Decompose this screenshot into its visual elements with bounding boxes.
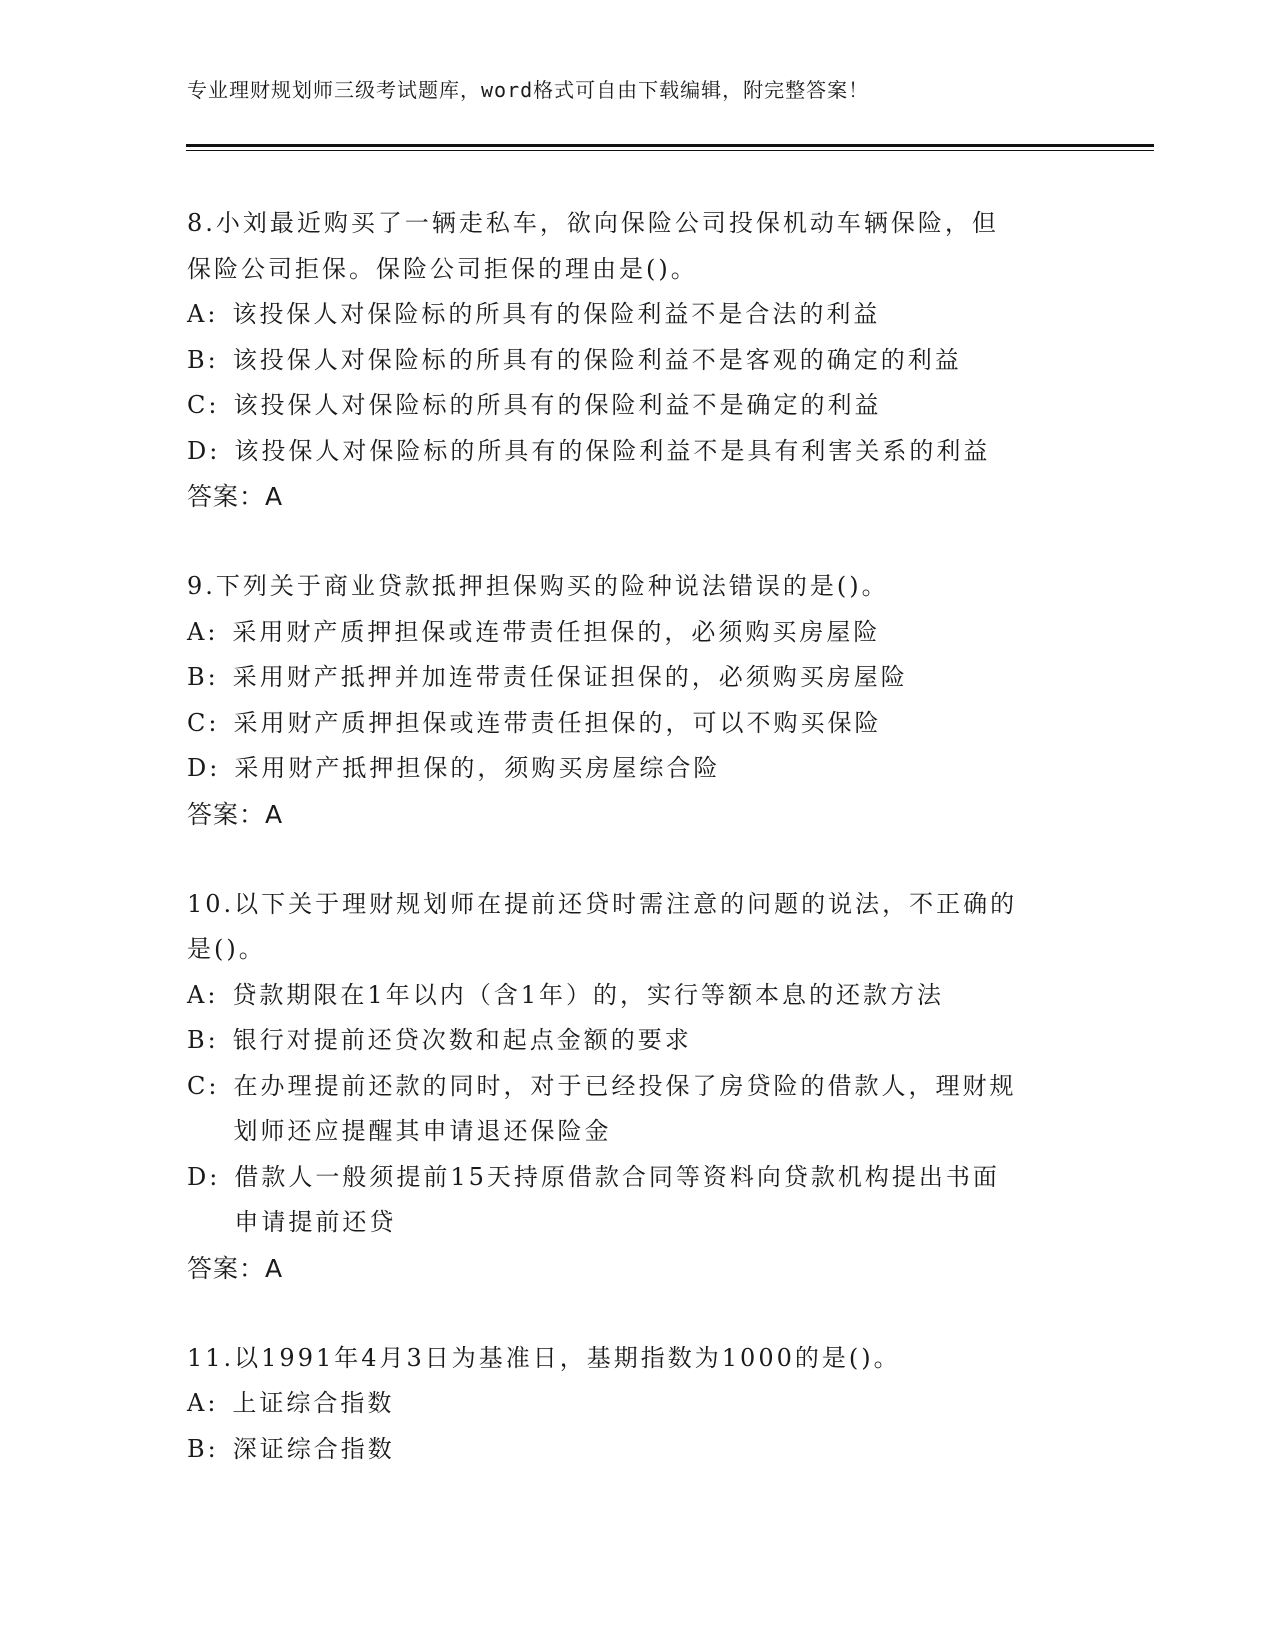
question-stem-line: 10.以下关于理财规划师在提前还贷时需注意的问题的说法，不正确的 [187, 889, 1018, 918]
answer-line [187, 1246, 1087, 1291]
option-key: D: [187, 754, 221, 782]
answer-line [187, 792, 1087, 837]
option-row [187, 1064, 1087, 1155]
answer-line [187, 474, 1087, 519]
answer-label: 答案： [187, 482, 266, 511]
option-key: B: [187, 1026, 219, 1054]
option-key: B: [187, 1434, 219, 1463]
option-row [187, 973, 1087, 1019]
option-row [187, 429, 1087, 475]
question-stem-line: 保险公司拒保。保险公司拒保的理由是()。 [187, 254, 698, 283]
option-row [187, 338, 1087, 384]
option-row [187, 1427, 1087, 1473]
option-row [187, 1155, 1087, 1246]
option-key: D: [187, 436, 221, 465]
option-key: C: [187, 391, 220, 419]
answer-value: A [265, 482, 284, 511]
option-key: A: [187, 300, 219, 328]
header-rule-thin [186, 150, 1154, 151]
question-block [187, 201, 1087, 519]
page-header: 专业理财规划师三级考试题库，word格式可自由下载编辑，附完整答案！ [187, 78, 870, 102]
option-row [187, 610, 1087, 656]
option-text: 采用财产抵押担保的，须购买房屋综合险 [234, 754, 721, 782]
option-text: 该投保人对保险标的所具有的保险利益不是确定的利益 [233, 391, 882, 419]
option-text: 银行对提前还贷次数和起点金额的要求 [232, 1026, 692, 1054]
option-row [187, 383, 1087, 429]
question-stem-line: 11.以1991年4月3日为基准日，基期指数为1000的是()。 [187, 1343, 901, 1372]
option-key: D: [187, 1162, 221, 1191]
option-row [187, 292, 1087, 338]
option-key: B: [187, 663, 219, 691]
option-text: 该投保人对保险标的所具有的保险利益不是具有利害关系的利益 [234, 436, 991, 465]
option-text: 该投保人对保险标的所具有的保险利益不是合法的利益 [232, 300, 881, 328]
option-key: A: [187, 1389, 219, 1417]
answer-value: A [265, 799, 284, 829]
option-row [187, 746, 1087, 792]
option-key: C: [187, 1071, 220, 1100]
option-row [187, 1018, 1087, 1064]
answer-label: 答案： [187, 1253, 266, 1283]
option-row [187, 701, 1087, 747]
option-key: A: [187, 980, 219, 1009]
question-stem-line: 是()。 [187, 935, 266, 963]
option-text: 采用财产抵押并加连带责任保证担保的，必须购买房屋险 [232, 663, 908, 691]
question-list [187, 201, 1087, 1517]
option-text: 采用财产质押担保或连带责任担保的，可以不购买保险 [233, 708, 882, 737]
option-row [187, 1381, 1087, 1427]
option-key: C: [187, 708, 220, 737]
answer-label: 答案： [187, 799, 266, 829]
answer-value: A [265, 1253, 284, 1283]
option-key: A: [187, 617, 219, 646]
option-text: 上证综合指数 [232, 1389, 395, 1417]
option-text: 采用财产质押担保或连带责任担保的，必须购买房屋险 [232, 617, 881, 646]
question-block [187, 564, 1087, 837]
option-row [187, 655, 1087, 701]
question-block [187, 882, 1087, 1291]
question-stem-line: 9.下列关于商业贷款抵押担保购买的险种说法错误的是()。 [187, 572, 889, 600]
option-key: B: [187, 345, 219, 374]
option-text: 借款人一般须提前15天持原借款合同等资料向贷款机构提出书面 申请提前还贷 [234, 1162, 1000, 1236]
question-stem-line: 8.小刘最近购买了一辆走私车，欲向保险公司投保机动车辆保险，但 [187, 209, 999, 237]
option-text: 该投保人对保险标的所具有的保险利益不是客观的确定的利益 [232, 345, 962, 374]
option-text: 在办理提前还款的同时，对于已经投保了房贷险的借款人，理财规 划师还应提醒其申请退还保险金 [233, 1071, 1017, 1145]
option-text: 贷款期限在1年以内（含1年）的，实行等额本息的还款方法 [232, 980, 944, 1009]
header-rule-thick [186, 144, 1154, 147]
option-text: 深证综合指数 [232, 1434, 395, 1463]
question-block [187, 1336, 1087, 1473]
